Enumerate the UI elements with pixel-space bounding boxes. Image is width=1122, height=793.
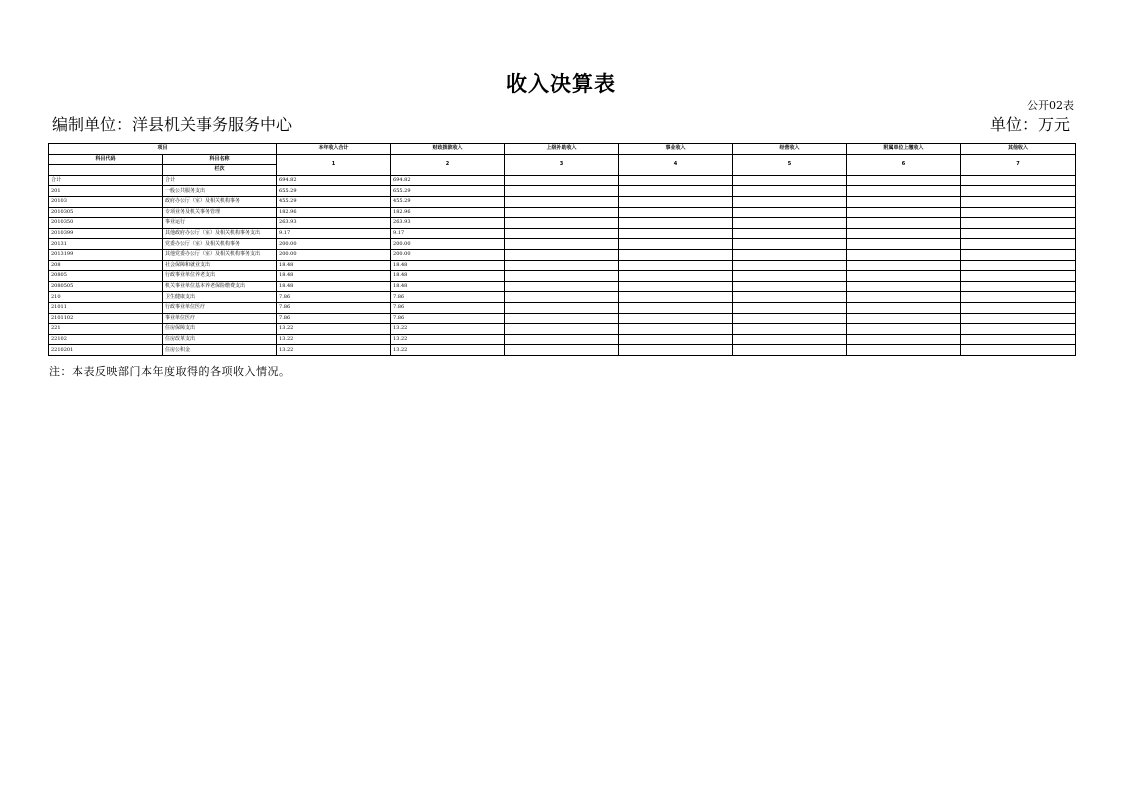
col-num-5: 5: [733, 154, 847, 175]
cell-empty: [733, 281, 847, 292]
cell-empty: [847, 313, 961, 324]
cell-name: 行政事业单位养老支出: [163, 271, 277, 282]
cell-empty: [619, 345, 733, 356]
cell-empty: [847, 260, 961, 271]
cell-total: 18.48: [277, 271, 391, 282]
cell-empty: [961, 313, 1076, 324]
cell-code: 合计: [49, 175, 163, 186]
cell-total: 13.22: [277, 334, 391, 345]
cell-code: 2010350: [49, 218, 163, 229]
cell-empty: [961, 228, 1076, 239]
cell-empty: [847, 207, 961, 218]
table-row: [49, 228, 1076, 239]
cell-code: 20131: [49, 239, 163, 250]
header-col-1: 本年收入合计: [277, 144, 391, 155]
cell-fiscal: 9.17: [391, 228, 505, 239]
cell-name: 机关事业单位基本养老保险缴费支出: [163, 281, 277, 292]
header-col-5: 经营收入: [733, 144, 847, 155]
cell-empty: [733, 186, 847, 197]
cell-name: 卫生健康支出: [163, 292, 277, 303]
cell-code: 2010305: [49, 207, 163, 218]
cell-empty: [847, 228, 961, 239]
table-row: [49, 186, 1076, 197]
cell-empty: [961, 196, 1076, 207]
cell-fiscal: 7.86: [391, 292, 505, 303]
cell-name: 事业单位医疗: [163, 313, 277, 324]
page-title: 收入决算表: [506, 71, 616, 96]
cell-empty: [505, 218, 619, 229]
cell-empty: [961, 345, 1076, 356]
cell-code: 221: [49, 324, 163, 335]
cell-empty: [847, 249, 961, 260]
cell-empty: [505, 292, 619, 303]
col-num-1: 1: [277, 154, 391, 175]
cell-code: 2080505: [49, 281, 163, 292]
cell-empty: [619, 271, 733, 282]
cell-empty: [505, 186, 619, 197]
cell-name: 专项业务及机关事务管理: [163, 207, 277, 218]
cell-empty: [505, 271, 619, 282]
cell-empty: [505, 228, 619, 239]
header-col-6: 附属单位上缴收入: [847, 144, 961, 155]
cell-empty: [619, 281, 733, 292]
cell-code: 210: [49, 292, 163, 303]
compiling-unit: 编制单位：洋县机关事务服务中心: [52, 115, 293, 134]
cell-empty: [619, 260, 733, 271]
table-row: [49, 196, 1076, 207]
cell-fiscal: 200.00: [391, 249, 505, 260]
cell-empty: [619, 228, 733, 239]
cell-empty: [847, 271, 961, 282]
cell-fiscal: 18.48: [391, 260, 505, 271]
cell-empty: [961, 207, 1076, 218]
table-row: [49, 324, 1076, 335]
cell-empty: [961, 324, 1076, 335]
table-row: [49, 249, 1076, 260]
cell-name: 合计: [163, 175, 277, 186]
cell-total: 18.48: [277, 260, 391, 271]
cell-empty: [505, 302, 619, 313]
cell-name: 住房公积金: [163, 345, 277, 356]
cell-code: 208: [49, 260, 163, 271]
table-note: 注：本表反映部门本年度取得的各项收入情况。: [49, 365, 291, 378]
cell-empty: [961, 292, 1076, 303]
cell-empty: [619, 175, 733, 186]
cell-total: 13.22: [277, 345, 391, 356]
cell-empty: [961, 249, 1076, 260]
cell-name: 住房保障支出: [163, 324, 277, 335]
cell-fiscal: 263.93: [391, 218, 505, 229]
cell-total: 7.86: [277, 292, 391, 303]
cell-empty: [733, 292, 847, 303]
cell-total: 18.48: [277, 281, 391, 292]
table-row: [49, 207, 1076, 218]
cell-empty: [733, 260, 847, 271]
cell-code: 22102: [49, 334, 163, 345]
cell-fiscal: 200.00: [391, 239, 505, 250]
cell-name: 行政事业单位医疗: [163, 302, 277, 313]
cell-empty: [847, 239, 961, 250]
cell-empty: [505, 334, 619, 345]
cell-empty: [847, 281, 961, 292]
cell-name: 党委办公厅（室）及相关机构事务: [163, 239, 277, 250]
cell-empty: [619, 302, 733, 313]
form-number: 公开02表: [1027, 99, 1074, 112]
cell-total: 200.00: [277, 249, 391, 260]
cell-fiscal: 18.48: [391, 281, 505, 292]
cell-name: 一般公共服务支出: [163, 186, 277, 197]
cell-code: 2013199: [49, 249, 163, 260]
cell-empty: [733, 228, 847, 239]
cell-empty: [847, 175, 961, 186]
cell-total: 7.86: [277, 302, 391, 313]
cell-empty: [847, 186, 961, 197]
header-name: 科目名称: [163, 154, 277, 165]
cell-empty: [733, 218, 847, 229]
col-num-3: 3: [505, 154, 619, 175]
cell-empty: [619, 249, 733, 260]
cell-total: 455.29: [277, 196, 391, 207]
cell-empty: [619, 292, 733, 303]
cell-total: 263.93: [277, 218, 391, 229]
cell-empty: [619, 334, 733, 345]
cell-name: 政府办公厅（室）及相关机构事务: [163, 196, 277, 207]
cell-code: 20805: [49, 271, 163, 282]
cell-total: 655.29: [277, 186, 391, 197]
cell-name: 事业运行: [163, 218, 277, 229]
cell-empty: [847, 302, 961, 313]
cell-code: 201: [49, 186, 163, 197]
cell-empty: [961, 175, 1076, 186]
cell-empty: [619, 196, 733, 207]
cell-empty: [619, 313, 733, 324]
cell-name: 社会保障和就业支出: [163, 260, 277, 271]
cell-empty: [619, 239, 733, 250]
cell-total: 13.22: [277, 324, 391, 335]
cell-total: 200.00: [277, 239, 391, 250]
cell-empty: [733, 313, 847, 324]
header-col-label: 栏次: [163, 165, 277, 176]
cell-empty: [733, 196, 847, 207]
cell-empty: [505, 324, 619, 335]
cell-total: 7.86: [277, 313, 391, 324]
cell-empty: [961, 281, 1076, 292]
cell-empty: [505, 281, 619, 292]
table-row: [49, 175, 1076, 186]
cell-code: 2101102: [49, 313, 163, 324]
cell-empty: [961, 302, 1076, 313]
table-row: [49, 239, 1076, 250]
cell-total: 9.17: [277, 228, 391, 239]
cell-empty: [733, 175, 847, 186]
header-code: 科目代码: [49, 154, 163, 165]
cell-empty: [733, 302, 847, 313]
cell-empty: [961, 218, 1076, 229]
cell-empty: [733, 334, 847, 345]
table-row: [49, 281, 1076, 292]
cell-empty: [961, 271, 1076, 282]
cell-empty: [619, 207, 733, 218]
cell-empty: [733, 271, 847, 282]
table-row: [49, 260, 1076, 271]
cell-empty: [505, 260, 619, 271]
table-row: [49, 271, 1076, 282]
cell-name: 住房改革支出: [163, 334, 277, 345]
cell-empty: [733, 345, 847, 356]
cell-empty: [733, 249, 847, 260]
cell-fiscal: 7.86: [391, 313, 505, 324]
cell-code: 20103: [49, 196, 163, 207]
col-num-2: 2: [391, 154, 505, 175]
cell-total: 694.82: [277, 175, 391, 186]
cell-empty: [733, 207, 847, 218]
header-col-7: 其他收入: [961, 144, 1076, 155]
cell-empty: [733, 239, 847, 250]
cell-name: 其他党委办公厅（室）及相关机构事务支出: [163, 249, 277, 260]
cell-empty: [961, 239, 1076, 250]
cell-fiscal: 182.96: [391, 207, 505, 218]
col-num-7: 7: [961, 154, 1076, 175]
income-table: [48, 143, 1076, 356]
cell-empty: [961, 334, 1076, 345]
cell-fiscal: 7.86: [391, 302, 505, 313]
col-num-4: 4: [619, 154, 733, 175]
cell-empty: [505, 196, 619, 207]
table-row: [49, 302, 1076, 313]
cell-empty: [961, 260, 1076, 271]
cell-empty: [505, 345, 619, 356]
cell-empty: [961, 186, 1076, 197]
cell-name: 其他政府办公厅（室）及相关机构事务支出: [163, 228, 277, 239]
cell-code: 21011: [49, 302, 163, 313]
cell-fiscal: 18.48: [391, 271, 505, 282]
cell-empty: [619, 324, 733, 335]
col-num-6: 6: [847, 154, 961, 175]
table-row: [49, 334, 1076, 345]
cell-code: 2210201: [49, 345, 163, 356]
cell-empty: [619, 186, 733, 197]
cell-empty: [505, 175, 619, 186]
cell-empty: [505, 249, 619, 260]
cell-empty: [847, 196, 961, 207]
cell-code: 2010399: [49, 228, 163, 239]
cell-total: 182.96: [277, 207, 391, 218]
header-item: 项目: [49, 144, 277, 155]
cell-empty: [619, 218, 733, 229]
header-col-2: 财政拨款收入: [391, 144, 505, 155]
cell-fiscal: 13.22: [391, 324, 505, 335]
cell-empty: [847, 324, 961, 335]
currency-unit: 单位：万元: [989, 115, 1070, 134]
cell-empty: [733, 324, 847, 335]
cell-empty: [847, 334, 961, 345]
table-row: [49, 292, 1076, 303]
cell-fiscal: 13.22: [391, 345, 505, 356]
cell-empty: [505, 239, 619, 250]
header-col-3: 上级补助收入: [505, 144, 619, 155]
table-row: [49, 218, 1076, 229]
cell-empty: [505, 313, 619, 324]
cell-fiscal: 655.29: [391, 186, 505, 197]
cell-empty: [505, 207, 619, 218]
header-col-4: 事业收入: [619, 144, 733, 155]
cell-fiscal: 455.29: [391, 196, 505, 207]
table-row: [49, 345, 1076, 356]
cell-empty: [847, 345, 961, 356]
cell-empty: [847, 218, 961, 229]
cell-empty: [847, 292, 961, 303]
cell-fiscal: 694.82: [391, 175, 505, 186]
table-row: [49, 313, 1076, 324]
cell-fiscal: 13.22: [391, 334, 505, 345]
